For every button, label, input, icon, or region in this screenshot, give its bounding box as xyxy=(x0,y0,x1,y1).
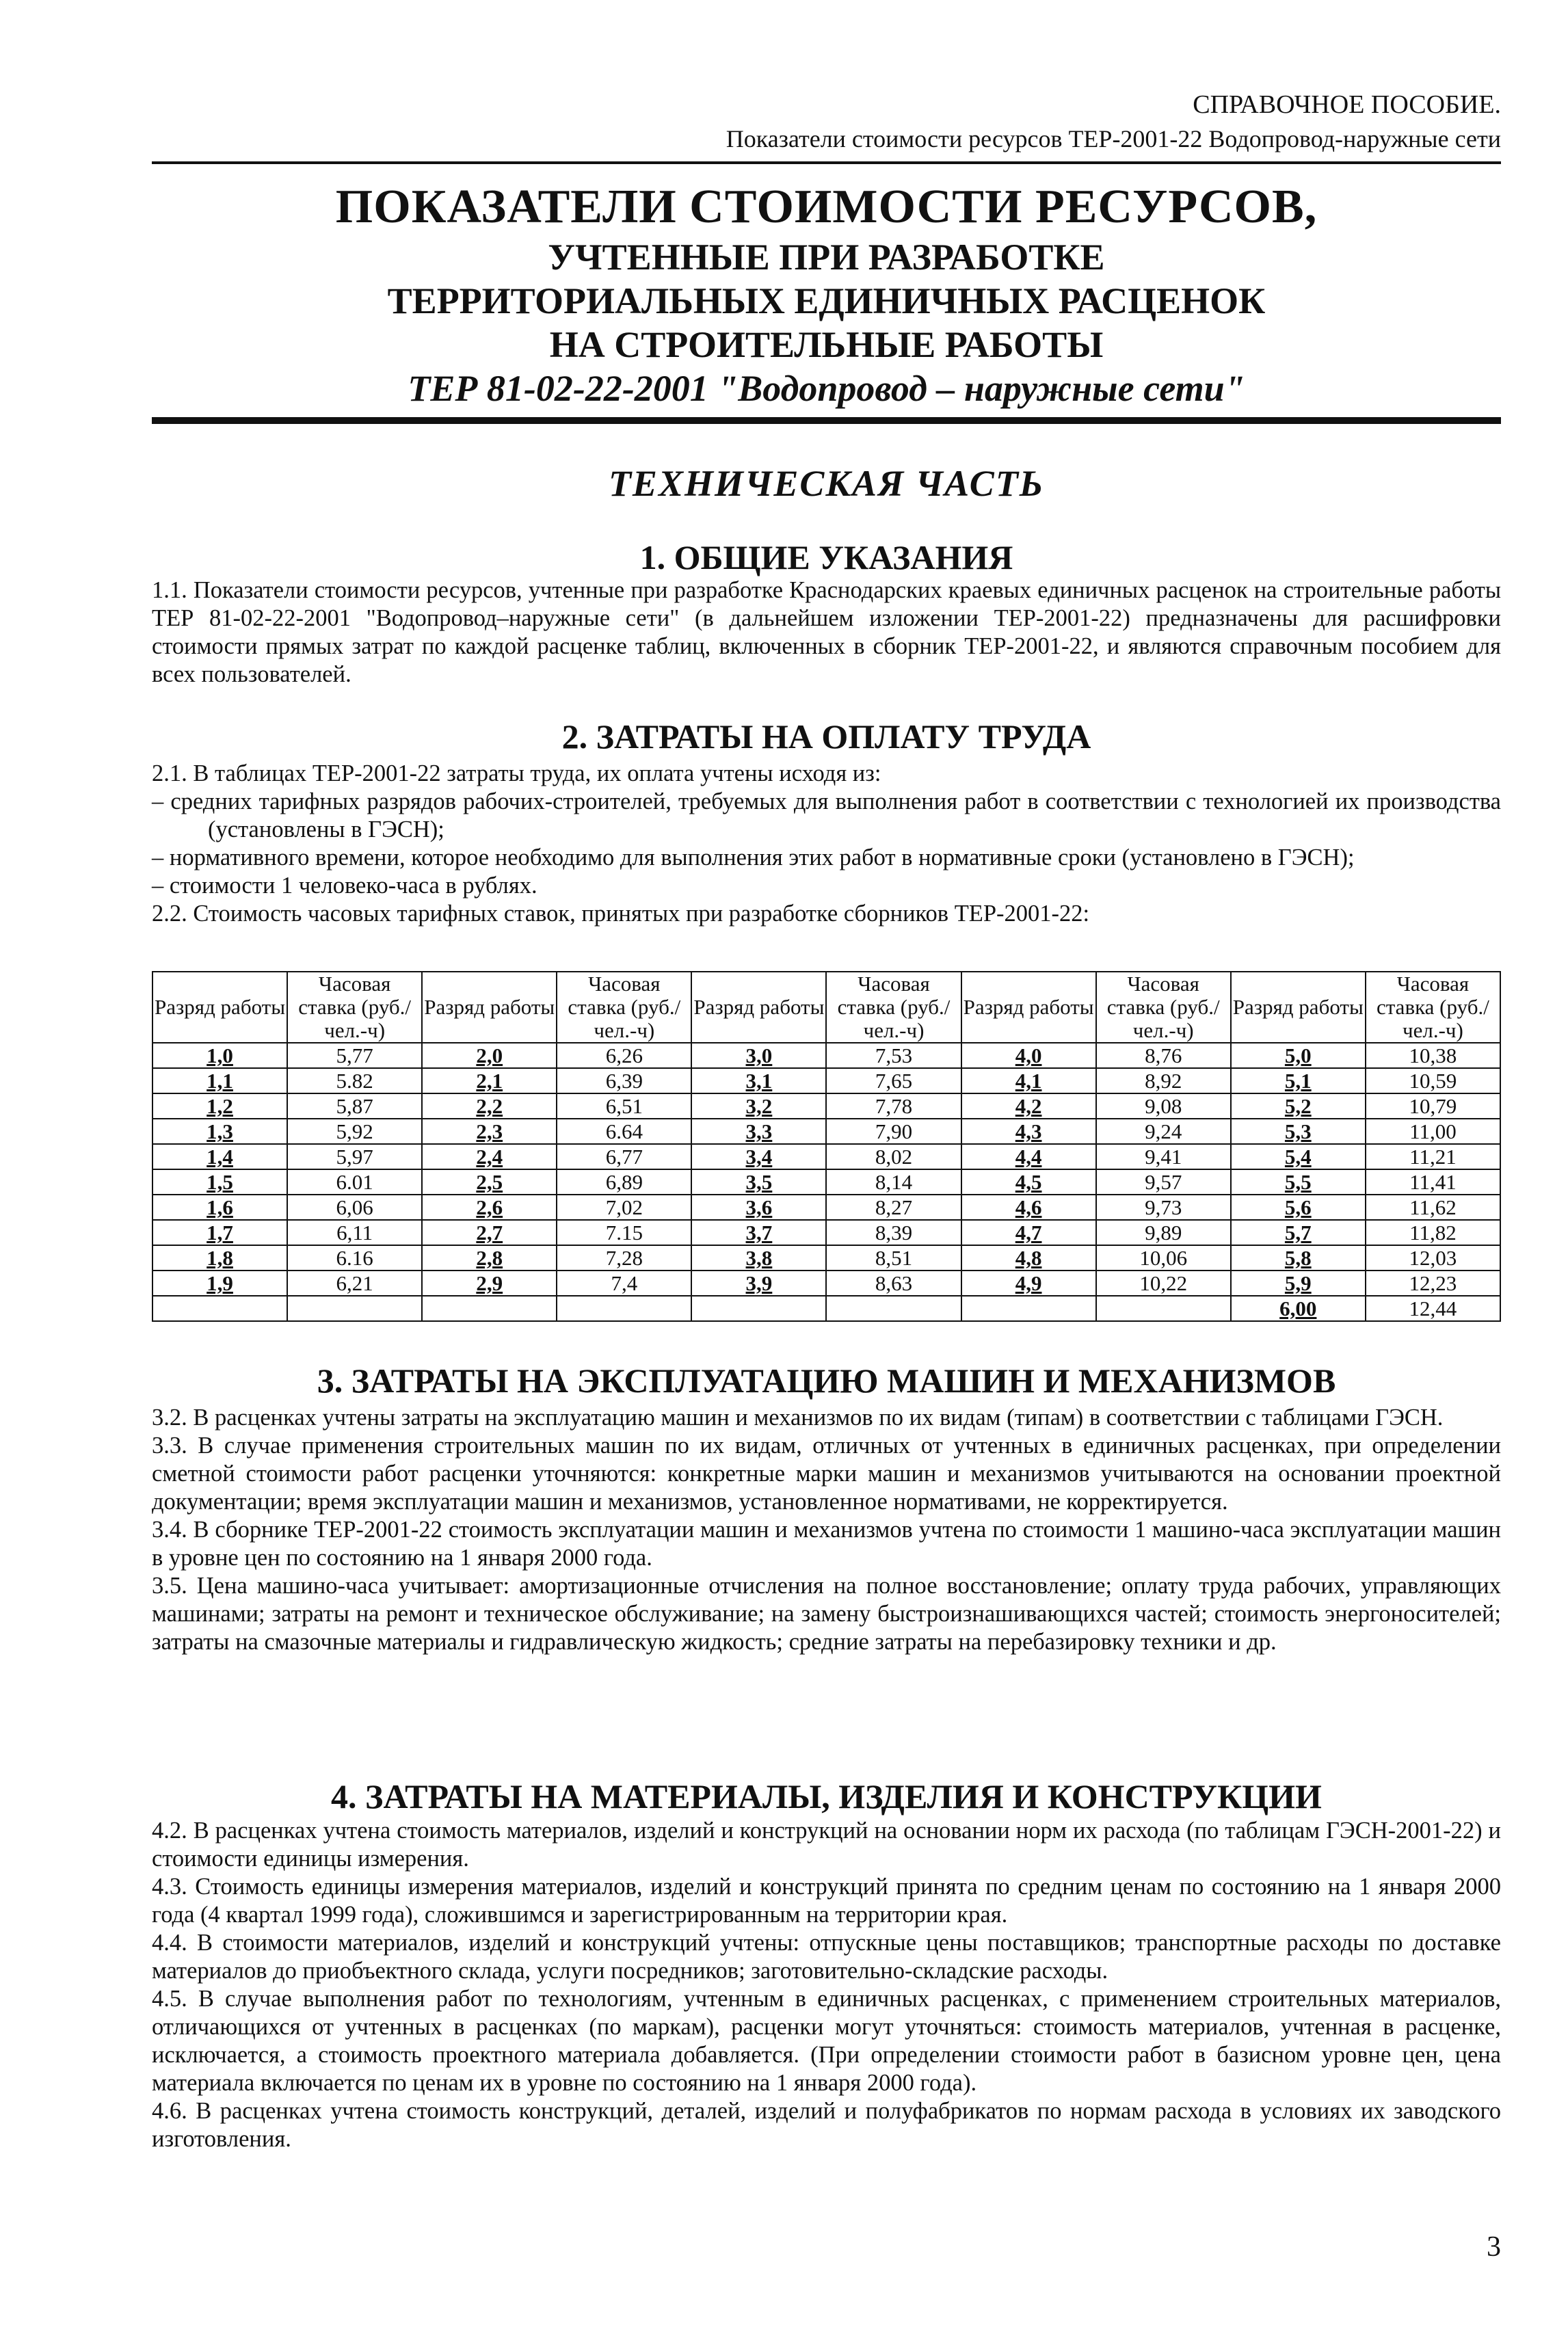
rate-cell: 11,41 xyxy=(1366,1169,1500,1195)
grade-cell: 5,7 xyxy=(1231,1220,1366,1245)
rate-cell: 6.01 xyxy=(287,1169,422,1195)
grade-cell: 4,6 xyxy=(961,1195,1096,1220)
running-head-line1: СПРАВОЧНОЕ ПОСОБИЕ. xyxy=(1193,90,1501,119)
grade-cell: 3,7 xyxy=(691,1220,826,1245)
grade-cell: 3,9 xyxy=(691,1271,826,1296)
table-row xyxy=(152,1169,1500,1195)
grade-cell: 5,8 xyxy=(1231,1245,1366,1271)
grade-cell: 1,8 xyxy=(152,1245,287,1271)
header-grade: Разряд работы xyxy=(152,972,287,1043)
table-row xyxy=(152,1093,1500,1119)
tech-part-heading: ТЕХНИЧЕСКАЯ ЧАСТЬ xyxy=(608,463,1045,504)
rate-cell: 7,78 xyxy=(826,1093,961,1119)
grade-cell: 4,7 xyxy=(961,1220,1096,1245)
grade-cell: 2,2 xyxy=(422,1093,557,1119)
grade-cell xyxy=(152,1296,287,1321)
section-2-heading: 2. ЗАТРАТЫ НА ОПЛАТУ ТРУДА xyxy=(561,717,1091,756)
section-3-body xyxy=(152,1404,1501,1656)
rate-cell: 5,92 xyxy=(287,1119,422,1144)
title-line-3: ТЕРРИТОРИАЛЬНЫХ ЕДИНИЧНЫХ РАСЦЕНОК xyxy=(387,280,1266,321)
header-grade: Разряд работы xyxy=(691,972,826,1043)
rate-cell: 12,44 xyxy=(1366,1296,1500,1321)
rate-cell: 9,24 xyxy=(1096,1119,1231,1144)
header-grade: Разряд работы xyxy=(961,972,1096,1043)
rate-cell: 7,28 xyxy=(557,1245,691,1271)
rate-cell: 8,14 xyxy=(826,1169,961,1195)
rate-cell: 8,02 xyxy=(826,1144,961,1169)
rate-cell: 7,53 xyxy=(826,1043,961,1068)
grade-cell: 5,4 xyxy=(1231,1144,1366,1169)
rate-cell: 10,06 xyxy=(1096,1245,1231,1271)
grade-cell: 4,1 xyxy=(961,1068,1096,1093)
bullet-2: – нормативного времени, которое необходимо для выполнения этих работ в нормативные сроки (установлено в ГЭСН); xyxy=(152,845,1355,870)
rate-cell: 5,97 xyxy=(287,1144,422,1169)
table-row xyxy=(152,1220,1500,1245)
title-line-1: ПОКАЗАТЕЛИ СТОИМОСТИ РЕСУРСОВ, xyxy=(335,181,1318,233)
grade-cell: 5,0 xyxy=(1231,1043,1366,1068)
grade-cell: 5,6 xyxy=(1231,1195,1366,1220)
grade-cell: 1,2 xyxy=(152,1093,287,1119)
hourly-rates-table xyxy=(152,971,1501,1322)
paragraph-4-6: 4.6. В расценках учтена стоимость конструкций, деталей, изделий и полуфабрикатов по нормам расхода в условиях их заводского изготовления. xyxy=(152,2098,1501,2152)
table-row xyxy=(152,1043,1500,1068)
grade-cell: 3,0 xyxy=(691,1043,826,1068)
rate-cell: 5,87 xyxy=(287,1093,422,1119)
grade-cell: 5,2 xyxy=(1231,1093,1366,1119)
section-4-heading: 4. ЗАТРАТЫ НА МАТЕРИАЛЫ, ИЗДЕЛИЯ И КОНСТРУКЦИИ xyxy=(331,1777,1322,1816)
running-head xyxy=(726,88,1501,156)
rate-cell: 5.82 xyxy=(287,1068,422,1093)
header-grade: Разряд работы xyxy=(422,972,557,1043)
grade-cell: 2,0 xyxy=(422,1043,557,1068)
grade-cell: 3,1 xyxy=(691,1068,826,1093)
table-row xyxy=(152,1195,1500,1220)
rate-cell: 6.64 xyxy=(557,1119,691,1144)
rate-cell: 9,89 xyxy=(1096,1220,1231,1245)
rate-cell: 12,23 xyxy=(1366,1271,1500,1296)
rate-cell: 6,51 xyxy=(557,1093,691,1119)
rate-cell: 8,92 xyxy=(1096,1068,1231,1093)
section-2-body xyxy=(152,760,1501,928)
paragraph-1-1: 1.1. Показатели стоимости ресурсов, учтенные при разработке Краснодарских краевых единичных расценок на строительные работы ТЕР 81-02-22-2001 "Водопровод–наружные сети" (в дальнейшем изложении ТЕР-2001-22) предназначены для расшифровки стоимости прямых затрат по каждой расценке таблиц, включенных в сборник ТЕР-2001-22, и являются справочным пособием для всех пользователей. xyxy=(152,577,1501,687)
table-row xyxy=(152,1271,1500,1296)
rate-cell: 6,21 xyxy=(287,1271,422,1296)
table-row xyxy=(152,1144,1500,1169)
paragraph-4-2: 4.2. В расценках учтена стоимость материалов, изделий и конструкций на основании норм их расхода (по таблицам ГЭСН-2001-22) и стоимости единицы измерения. xyxy=(152,1818,1501,1872)
rate-cell: 7,4 xyxy=(557,1271,691,1296)
rate-cell: 8,63 xyxy=(826,1271,961,1296)
rate-cell: 5,77 xyxy=(287,1043,422,1068)
rate-cell: 9,57 xyxy=(1096,1169,1231,1195)
grade-cell: 2,5 xyxy=(422,1169,557,1195)
grade-cell: 2,8 xyxy=(422,1245,557,1271)
rate-cell: 10,59 xyxy=(1366,1068,1500,1093)
grade-cell: 2,7 xyxy=(422,1220,557,1245)
rate-cell: 9,41 xyxy=(1096,1144,1231,1169)
header-grade: Разряд работы xyxy=(1231,972,1366,1043)
grade-cell: 3,2 xyxy=(691,1093,826,1119)
grade-cell: 5,9 xyxy=(1231,1271,1366,1296)
section-1-heading: 1. ОБЩИЕ УКАЗАНИЯ xyxy=(639,538,1013,576)
rate-cell: 10,79 xyxy=(1366,1093,1500,1119)
header-rate: Часовая ставка (руб./чел.-ч) xyxy=(1096,972,1231,1043)
rate-cell: 8,51 xyxy=(826,1245,961,1271)
paragraph-3-4: 3.4. В сборнике ТЕР-2001-22 стоимость эксплуатации машин и механизмов учтена по стоимости 1 машино-часа эксплуатации машин в уровне цен по состоянию на 1 января 2000 года. xyxy=(152,1517,1501,1571)
grade-cell: 4,0 xyxy=(961,1043,1096,1068)
paragraph-4-3: 4.3. Стоимость единицы измерения материалов, изделий и конструкций принята по средним ценам по состоянию на 1 января 2000 года (4 квартал 1999 года), сложившимся и зарегистрированным на территории края. xyxy=(152,1874,1501,1928)
rate-cell: 6,89 xyxy=(557,1169,691,1195)
header-divider xyxy=(152,161,1501,164)
bullet-3: – стоимости 1 человеко-часа в рублях. xyxy=(152,873,537,899)
rate-cell: 12,03 xyxy=(1366,1245,1500,1271)
rate-cell xyxy=(287,1296,422,1321)
bullet-1: – средних тарифных разрядов рабочих-строителей, требуемых для выполнения работ в соответствии с технологией их производства (установлены в ГЭСН); xyxy=(152,788,1501,842)
paragraph-3-3: 3.3. В случае применения строительных машин по их видам, отличных от учтенных в единичных расценках, при определении сметной стоимости работ расценки уточняются: конкретные марки машин и механизмов учитываются на основании проектной документации; время эксплуатации машин и механизмов, установленное нормативами, не корректируется. xyxy=(152,1433,1501,1515)
rate-cell: 11,21 xyxy=(1366,1144,1500,1169)
grade-cell: 1,0 xyxy=(152,1043,287,1068)
grade-cell: 4,4 xyxy=(961,1144,1096,1169)
section-3-heading: 3. ЗАТРАТЫ НА ЭКСПЛУАТАЦИЮ МАШИН И МЕХАНИЗМОВ xyxy=(317,1361,1336,1400)
running-head-line2: Показатели стоимости ресурсов ТЕР-2001-22 Водопровод-наружные сети xyxy=(726,125,1501,152)
grade-cell: 3,8 xyxy=(691,1245,826,1271)
grade-cell: 1,1 xyxy=(152,1068,287,1093)
rate-cell: 6.16 xyxy=(287,1245,422,1271)
rate-cell: 6,77 xyxy=(557,1144,691,1169)
paragraph-2-2: 2.2. Стоимость часовых тарифных ставок, принятых при разработке сборников ТЕР-2001-22: xyxy=(152,901,1090,927)
grade-cell: 5,1 xyxy=(1231,1068,1366,1093)
grade-cell: 1,4 xyxy=(152,1144,287,1169)
grade-cell: 5,3 xyxy=(1231,1119,1366,1144)
rate-cell: 7,65 xyxy=(826,1068,961,1093)
header-rate: Часовая ставка (руб./чел.-ч) xyxy=(287,972,422,1043)
rate-cell: 11,00 xyxy=(1366,1119,1500,1144)
rate-cell: 7.15 xyxy=(557,1220,691,1245)
rate-cell: 10,38 xyxy=(1366,1043,1500,1068)
rates-table-container xyxy=(152,971,1501,1322)
grade-cell: 5,5 xyxy=(1231,1169,1366,1195)
title-line-5: ТЕР 81-02-22-2001 "Водопровод – наружные сети" xyxy=(408,368,1245,409)
section-4-body xyxy=(152,1817,1501,2153)
rate-cell: 8,76 xyxy=(1096,1043,1231,1068)
title-line-2: УЧТЕННЫЕ ПРИ РАЗРАБОТКЕ xyxy=(548,237,1105,278)
rate-cell: 6,39 xyxy=(557,1068,691,1093)
rate-cell xyxy=(1096,1296,1231,1321)
grade-cell: 3,6 xyxy=(691,1195,826,1220)
title-divider xyxy=(152,417,1501,424)
rate-cell: 11,62 xyxy=(1366,1195,1500,1220)
grade-cell: 2,6 xyxy=(422,1195,557,1220)
rate-cell: 10,22 xyxy=(1096,1271,1231,1296)
table-row xyxy=(152,1245,1500,1271)
rate-cell: 9,73 xyxy=(1096,1195,1231,1220)
document-title xyxy=(152,179,1501,410)
paragraph-3-2: 3.2. В расценках учтены затраты на эксплуатацию машин и механизмов по их видам (типам) в соответствии с таблицами ГЭСН. xyxy=(152,1405,1444,1431)
rate-cell: 6,26 xyxy=(557,1043,691,1068)
paragraph-4-5: 4.5. В случае выполнения работ по технологиям, учтенным в единичных расценках, с применением строительных материалов, отличающихся от учтенных в расценках (по маркам), расценки могут уточняться: стоимость материалов, учтенная в расценке, исключается, а стоимость проектного материала добавляется. (При определении стоимости работ в базисном уровне цен, цена материала включается по ценам их в уровне по состоянию на 1 января 2000 года). xyxy=(152,1986,1501,2096)
grade-cell: 1,6 xyxy=(152,1195,287,1220)
rate-cell xyxy=(826,1296,961,1321)
table-row xyxy=(152,1068,1500,1093)
table-row xyxy=(152,1296,1500,1321)
section-1-body xyxy=(152,576,1501,689)
grade-cell: 1,9 xyxy=(152,1271,287,1296)
grade-cell: 1,7 xyxy=(152,1220,287,1245)
page-number: 3 xyxy=(1487,2231,1501,2263)
rate-cell: 6,06 xyxy=(287,1195,422,1220)
table-header-row xyxy=(152,972,1500,1043)
header-rate: Часовая ставка (руб./чел.-ч) xyxy=(1366,972,1500,1043)
grade-cell: 4,9 xyxy=(961,1271,1096,1296)
grade-cell: 2,9 xyxy=(422,1271,557,1296)
grade-cell: 1,3 xyxy=(152,1119,287,1144)
rate-cell: 9,08 xyxy=(1096,1093,1231,1119)
paragraph-2-1: 2.1. В таблицах ТЕР-2001-22 затраты труда, их оплата учтены исходя из: xyxy=(152,760,881,786)
grade-cell: 3,4 xyxy=(691,1144,826,1169)
paragraph-3-5: 3.5. Цена машино-часа учитывает: амортизационные отчисления на полное восстановление; оплату труда рабочих, управляющих машинами; затраты на ремонт и техническое обслуживание; на замену быстроизнашивающихся частей; стоимость энергоносителей; затраты на смазочные материалы и гидравлическую жидкость; средние затраты на перебазировку техники и др. xyxy=(152,1573,1501,1655)
grade-cell: 3,5 xyxy=(691,1169,826,1195)
paragraph-4-4: 4.4. В стоимости материалов, изделий и конструкций учтены: отпускные цены поставщиков; транспортные расходы по доставке материалов до приобъектного склада, услуги посредников; заготовительно-складские расходы. xyxy=(152,1930,1501,1984)
rate-cell: 7,02 xyxy=(557,1195,691,1220)
grade-cell: 2,3 xyxy=(422,1119,557,1144)
rate-cell: 8,39 xyxy=(826,1220,961,1245)
header-rate: Часовая ставка (руб./чел.-ч) xyxy=(826,972,961,1043)
rate-cell xyxy=(557,1296,691,1321)
grade-cell xyxy=(422,1296,557,1321)
table-body xyxy=(152,1043,1500,1321)
grade-cell: 4,5 xyxy=(961,1169,1096,1195)
rate-cell: 11,82 xyxy=(1366,1220,1500,1245)
grade-cell: 4,3 xyxy=(961,1119,1096,1144)
header-rate: Часовая ставка (руб./чел.-ч) xyxy=(557,972,691,1043)
grade-cell: 4,8 xyxy=(961,1245,1096,1271)
grade-cell: 2,1 xyxy=(422,1068,557,1093)
grade-cell xyxy=(691,1296,826,1321)
grade-cell: 3,3 xyxy=(691,1119,826,1144)
grade-cell: 6,00 xyxy=(1231,1296,1366,1321)
grade-cell xyxy=(961,1296,1096,1321)
grade-cell: 2,4 xyxy=(422,1144,557,1169)
rate-cell: 8,27 xyxy=(826,1195,961,1220)
rate-cell: 6,11 xyxy=(287,1220,422,1245)
rate-cell: 7,90 xyxy=(826,1119,961,1144)
grade-cell: 1,5 xyxy=(152,1169,287,1195)
grade-cell: 4,2 xyxy=(961,1093,1096,1119)
table-row xyxy=(152,1119,1500,1144)
title-line-4: НА СТРОИТЕЛЬНЫЕ РАБОТЫ xyxy=(549,324,1104,365)
